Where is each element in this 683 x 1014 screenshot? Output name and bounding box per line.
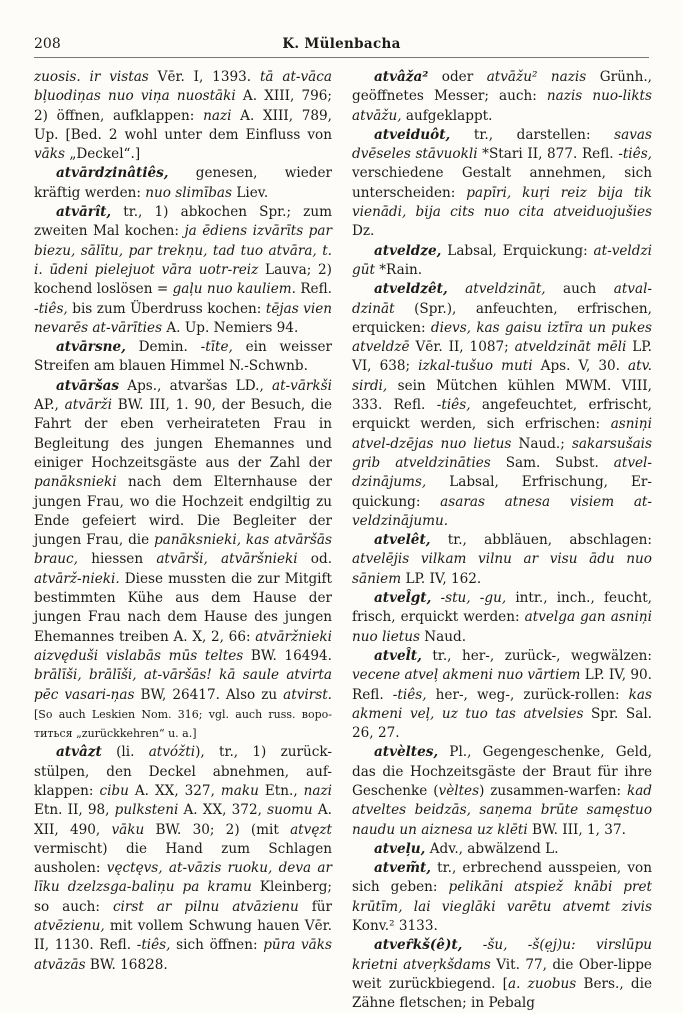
running-title: K. Mülenbacha xyxy=(282,36,401,52)
dictionary-entry: atvārdzinâtiês, genesen, wieder kräftig werden: nuo slimības Liev. xyxy=(34,165,332,201)
dictionary-entry: atveȓkš(ê)t, -šu, -š(ẹj)u: virslūpu krietni atveŗkšdams Vit. 77, die Ober-lippe weit zurückbiegend. [a. zuobus Bers., die Zähne fletschen; in Pebalg xyxy=(352,937,653,1012)
dictionary-entry: atvem̃t, tr., erbrechend ausspeien, von sich geben: pelikāni atspiež knābi pret krūtīm, lai vieglāki varētu atvemt zivis Konv.² 3133. xyxy=(352,860,652,935)
dictionary-entry: atveldze, Labsal, Erquickung: at-veldzi gūt *Rain. xyxy=(352,242,652,278)
dictionary-entry: atveldzêt, atveldzināt, auch atval-dzināt (Spr.), anfeuchten, erfrischen, erquicken: dievs, kas gaisu iztīra un pukes atveldzē Vēr. II, 1087; atveldzināt mēli LP. VI, 638; izkal-tušuo muti Aps. V, 30. atv. sirdi, sein Mütchen kühlen MWM. VIII, 333. Refl. -tiês, angefeuchtet, erfrischt, erquickt werden, sich erfrischen: asniņi atvel-dzējas nuo lietus Naud.; sakarsušais grib atveldzināties Sam. Subst. atvel-dzinājums, Labsal, Erfrischung, Er-quickung: asaras atnesa visiem at-veldzinājumu. xyxy=(352,281,653,529)
dictionary-entry: atveļu, Adv., abwälzend L. xyxy=(374,840,559,857)
dictionary-entry: atvèltes, Pl., Gegengeschenke, Geld, das die Hochzeitsgäste der Braut für ihre Geschenke (vèltes) zusammen-warfen: kad atveltes beidzās, saņema brūte samęstuo naudu un aiznesa uz klēti BW. III, 1, 37. xyxy=(352,744,652,838)
dictionary-entry: atvārît, tr., 1) abkochen Spr.; zum zweiten Mal kochen: ja ēdiens izvārīts par biezu, sālītu, par trekņu, tad tuo atvāra, t. i. ūdeni pielejuot vāra uotr-reiz Lauva; 2) kochend loslösen = gaļu nuo kauliem. Refl. -tiês, bis zum Überdruss kochen: tējas vien nevarēs at-vārīties A. Up. Nemiers 94. xyxy=(34,204,333,336)
running-head xyxy=(34,36,649,58)
dictionary-entry: atvārsne, Demin. -tīte, ein weisser Streifen am blauen Himmel N.-Schwnb. xyxy=(34,339,332,375)
right-column xyxy=(352,68,652,1014)
dictionary-entry: atvâzt (li. atvóžti), tr., 1) zurück-stülpen, den Deckel abnehmen, auf-klappen: cibu A. XX, 327, maku Etn., nazi Etn. II, 98, pulksteni A. XX, 372, suomu A. XII, 490, vāku BW. 30; 2) (mit atvęzt vermischt) die Hand zum Schlagen ausholen: vęctęvs, at-vāzis ruoku, deva ar līku dzelzsga-baliņu pa kramu Kleinberg; so auch: cirst ar pilnu atvāzienu für atvēzienu, mit vollem Schwung hauen Vēr. II, 1130. Refl. -tiês, sich öffnen: pūra vāks atvāzās BW. 16828. xyxy=(34,744,333,973)
dictionary-entry: atvāršas Aps., atvaršas LD., at-vārkši AP., atvārži BW. III, 1. 90, der Besuch, die Fahrt der eben verheirateten Frau in Begleitung des jungen Ehemannes und einiger Hochzeitsgäste aus der Zahl der panāksnieki nach dem Elternhause der jungen Frau, wo die Hochzeit endgiltig zu Ende gefeiert wird. Die Begleiter der jungen Frau, die panāksnieki, kas atvāršās brauc, hiessen atvārši, atvāršnieki od. atvārž-nieki. Diese mussten die zur Mitgift bestimmten Kühe aus dem Hause der jungen Frau nach dem Hause des jungen Ehemannes treiben A. X, 2, 66: atvāržnieki aizvęduši vislabās mūs teltes BW. 16494. brālīši, brālīši, at-vāršās! kā saule atvirta pēc vasari-ņas BW, 26417. Also zu atvirst. [So auch Leskien Nom. 316; vgl. auch russ. воро-титься „zurückkehren“ u. a.] xyxy=(34,377,333,741)
header-rule xyxy=(34,57,649,58)
entry-continuation: zuosis. ir vistas Vēr. I, 1393. tā at-vāca bļuodiņas nuo viņa nuostāki A. XIII, 796; 2) öffnen, aufklappen: nazi A. XIII, 789, Up. [Bed. 2 wohl unter dem Einfluss von vāks „Deckel“.] xyxy=(34,69,333,163)
dictionary-entry: atveiduôt, tr., darstellen: savas dvēseles stāvuokli *Stari II, 877. Refl. -tiês, verschiedene Gestalt annehmen, sich unterscheiden: papīri, kuŗi reiz bija tik vienādi, bija cits nuo cita atveiduojušies Dz. xyxy=(352,126,652,240)
dictionary-entry: atvelêt, tr., abbläuen, abschlagen: atvelējis vilkam vilnu ar visu ādu nuo sāniem LP. IV, 162. xyxy=(352,532,652,587)
dictionary-entry: atvel̂t, tr., her-, zurück-, wegwälzen: vecene atveļ akmeni nuo vārtiem LP. IV, 90. Refl. -tiês, her-, weg-, zurück-rollen: kas akmeni veļ, uz tuo tas atvelsies Spr. Sal. 26, 27. xyxy=(352,647,652,742)
dictionary-entry: atvel̂gt, -stu, -gu, intr., inch., feucht, frisch, erquickt werden: atvelga gan asniņi nuo lietus Naud. xyxy=(352,590,652,645)
dictionary-entry: atvâža² oder atvāžu² nazis Grünh., geöffnetes Messer; auch: nazis nuo-likts atvāžu, aufgeklappt. xyxy=(352,69,652,124)
page-number: 208 xyxy=(34,36,61,52)
left-column xyxy=(34,68,332,975)
